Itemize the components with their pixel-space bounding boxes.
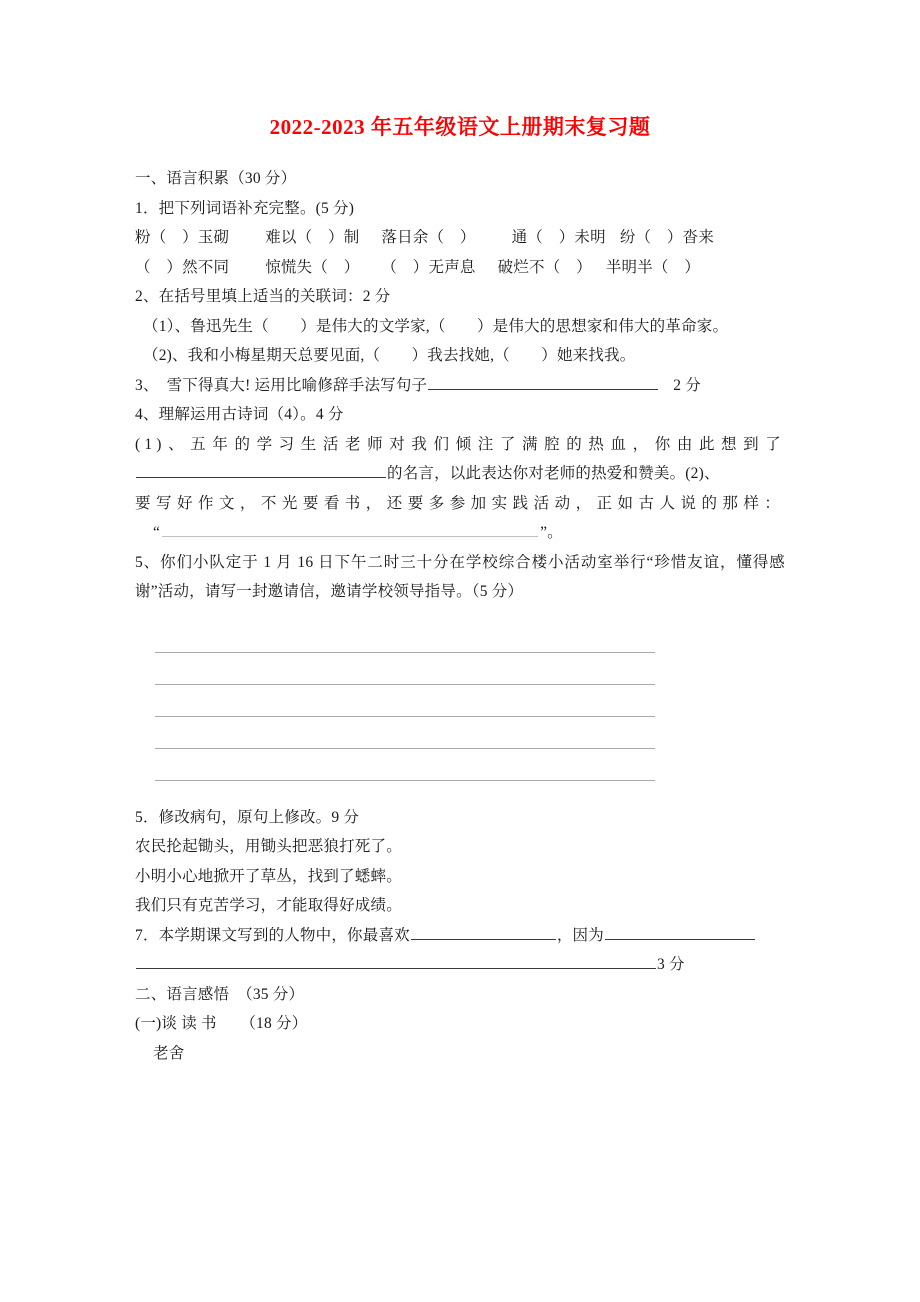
question-7-line-1 — [135, 921, 785, 951]
question-5-sentence-3: 我们只有克苦学习，才能取得好成绩。 — [135, 897, 402, 914]
answer-blank[interactable] — [136, 460, 386, 478]
idiom-blank-2: 难以（ ）制 — [265, 229, 360, 246]
answer-line[interactable] — [155, 717, 655, 749]
question-1-row-1 — [135, 223, 785, 253]
question-4-item-2-line-1: 要写好作文，不光要看书，还要多参加实践活动，正如古人说的那样： — [135, 494, 785, 512]
question-2-item-1: （1）、鲁迅先生（ ）是伟大的文学家,（ ）是伟大的思想家和伟大的革命家。 — [143, 317, 729, 335]
passage-author: 老舍 — [153, 1044, 185, 1062]
answer-line[interactable] — [155, 653, 655, 685]
section-one-heading: 一、语言积累（30 分） — [135, 170, 297, 187]
question-5-invitation-prompt: 5、你们小队定于 1 月 16 日下午二时三十分在学校综合楼小活动室举行“珍惜友谊，懂得感谢”活动，请写一封邀请信，邀请学校领导指导。（5 分） — [135, 553, 785, 600]
idiom-blank-3: 落日余（ ） — [381, 229, 476, 246]
question-3-prompt: 3、 雪下得真大! 运用比喻修辞手法写句子 — [135, 376, 428, 394]
question-4-item-1-tail: 的名言，以此表达你对老师的热爱和赞美。(2)、 — [387, 465, 720, 482]
answer-line[interactable] — [155, 749, 655, 781]
question-7-points: 3 分 — [657, 956, 685, 973]
section-two-sub-heading: (一)谈 读 书 （18 分） — [135, 1015, 308, 1032]
document-body — [135, 0, 785, 1068]
question-3 — [135, 371, 785, 401]
idiom-blank-9: 破烂不（ ） — [497, 258, 592, 276]
question-1-prompt: 1．把下列词语补充完整。(5 分) — [135, 199, 355, 217]
idiom-blank-4: 通（ ）未明 — [511, 229, 606, 246]
question-3-points: 2 分 — [673, 376, 701, 394]
answer-blank[interactable] — [428, 372, 658, 390]
idiom-blank-8: （ ）无声息 — [381, 258, 476, 276]
question-7-prompt: 7．本学期课文写到的人物中，你最喜欢 — [135, 926, 410, 944]
question-4-item-1-line-2 — [135, 459, 785, 489]
question-7-line-2 — [135, 950, 785, 980]
question-4-item-2-quote-line — [135, 518, 785, 548]
question-2-prompt: 2、在括号里填上适当的关联词：2 分 — [135, 288, 391, 305]
question-5-sentence-1: 农民抡起锄头，用锄头把恶狼打死了。 — [135, 838, 402, 855]
idiom-blank-7: 惊慌失（ ） — [265, 258, 360, 276]
question-1-row-2 — [135, 253, 785, 283]
answer-ruled-lines[interactable] — [135, 621, 655, 781]
idiom-blank-5: 纷（ ）沓来 — [619, 229, 715, 246]
answer-line[interactable] — [155, 621, 655, 653]
answer-blank[interactable] — [162, 521, 538, 537]
question-4-prompt: 4、理解运用古诗词（4）。4 分 — [135, 406, 344, 423]
question-7-middle: ，因为 — [556, 926, 604, 944]
question-5-sentence-2: 小明小心地掀开了草丛，找到了蟋蟀。 — [135, 867, 402, 885]
quote-open-mark: “ — [153, 524, 161, 541]
answer-blank[interactable] — [136, 951, 656, 969]
question-2-item-2: （2)、我和小梅星期天总要见面,（ ）我去找她,（ ）她来找我。 — [143, 347, 636, 364]
section-two-heading: 二、语言感悟 （35 分） — [135, 985, 305, 1003]
quote-close-mark: ”。 — [540, 524, 563, 541]
answer-blank[interactable] — [605, 922, 755, 940]
question-4-item-1-line-1: (1)、五年的学习生活老师对我们倾注了满腔的热血，你由此想到了 — [135, 435, 785, 453]
idiom-blank-10: 半明半（ ） — [605, 258, 701, 276]
page-title: 2022-2023 年五年级语文上册期末复习题 — [269, 115, 651, 139]
idiom-blank-6: （ ）然不同 — [135, 258, 230, 276]
question-5-fix-prompt: 5．修改病句，原句上修改。9 分 — [135, 808, 360, 826]
answer-blank[interactable] — [411, 922, 556, 940]
idiom-blank-1: 粉（ ）玉砌 — [135, 229, 230, 246]
answer-line[interactable] — [155, 685, 655, 717]
